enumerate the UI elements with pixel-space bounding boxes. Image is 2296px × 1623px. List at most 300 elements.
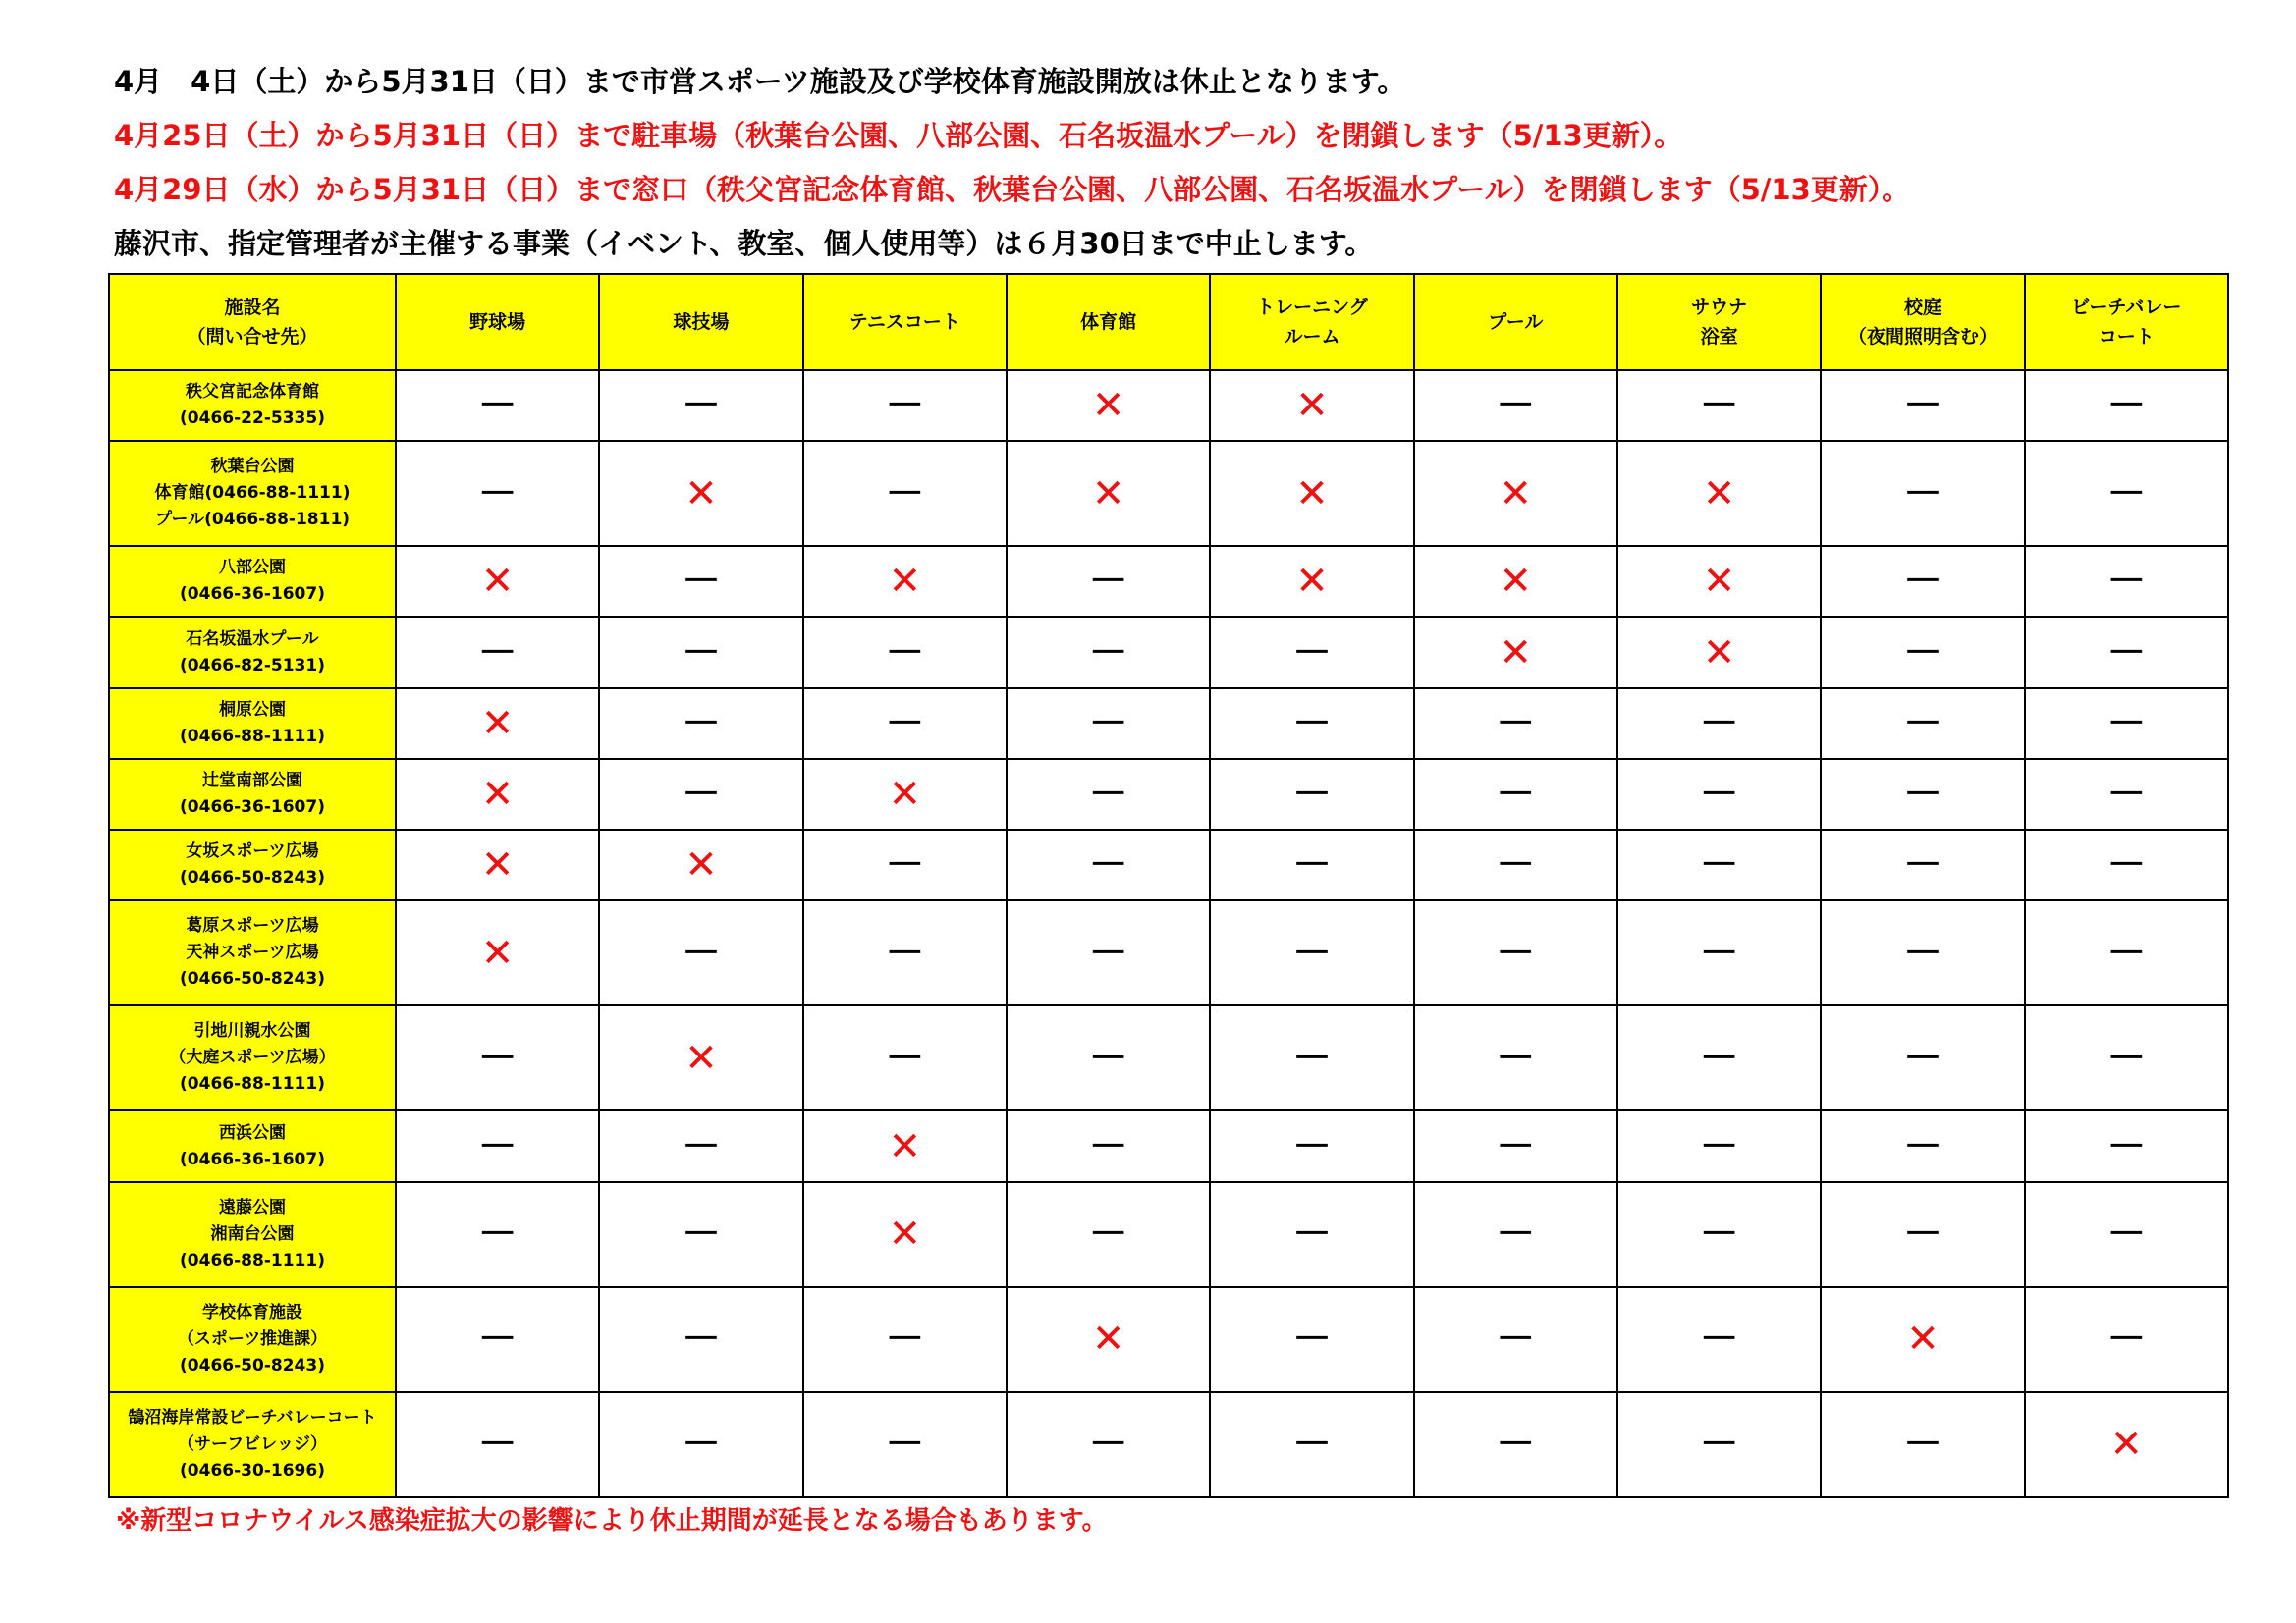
- status-cell: [803, 1182, 1007, 1287]
- not-applicable-dash-icon: －: [1902, 470, 1942, 516]
- facility-name-cell: [109, 688, 396, 759]
- status-cell: [1007, 441, 1210, 546]
- facility-name-cell: [109, 1182, 396, 1287]
- table-header-row: [109, 274, 2228, 370]
- not-applicable-dash-icon: －: [1496, 1035, 1536, 1081]
- status-cell: [803, 546, 1007, 617]
- table-row: [109, 688, 2228, 759]
- not-applicable-dash-icon: －: [681, 383, 721, 429]
- not-applicable-dash-icon: －: [1088, 700, 1128, 746]
- status-cell: [1617, 1182, 1821, 1287]
- table-row: [109, 830, 2228, 900]
- status-cell: [1617, 546, 1821, 617]
- not-applicable-dash-icon: －: [2106, 1035, 2147, 1081]
- status-cell: [1210, 759, 1413, 830]
- closed-cross-icon: ✕: [1295, 559, 1329, 605]
- status-cell: [1007, 830, 1210, 900]
- facility-name-cell: [109, 1005, 396, 1110]
- header-line: プール: [1488, 311, 1544, 333]
- notice-events-cancelled: 藤沢市、指定管理者が主催する事業（イベント、教室、個人使用等）は６月30日まで中止します。: [114, 227, 1374, 260]
- facility-line: 天神スポーツ広場: [186, 943, 319, 963]
- facility-line: 引地川親水公園: [193, 1021, 311, 1042]
- status-cell: [1007, 617, 1210, 687]
- facility-line: 鵠沼海岸常設ビーチバレーコート: [128, 1407, 377, 1428]
- status-cell: [599, 1005, 802, 1110]
- not-applicable-dash-icon: －: [2106, 383, 2147, 429]
- facility-line: (0466-50-8243): [180, 868, 325, 889]
- status-cell: [396, 1182, 599, 1287]
- not-applicable-dash-icon: －: [1088, 1422, 1128, 1468]
- closed-cross-icon: ✕: [1091, 470, 1125, 516]
- table-row: [109, 1287, 2228, 1392]
- not-applicable-dash-icon: －: [681, 700, 721, 746]
- not-applicable-dash-icon: －: [1902, 930, 1942, 976]
- status-cell: [1210, 370, 1413, 441]
- status-cell: [803, 759, 1007, 830]
- facility-name-cell: [109, 441, 396, 546]
- facility-line: 秩父宮記念体育館: [186, 382, 319, 403]
- facility-line: (0466-22-5335): [180, 408, 325, 429]
- facility-line: 体育館(0466-88-1111): [154, 483, 351, 504]
- not-applicable-dash-icon: －: [1291, 842, 1332, 889]
- table-body: [109, 370, 2228, 1497]
- not-applicable-dash-icon: －: [885, 1422, 925, 1468]
- pool-header: [1414, 274, 1617, 370]
- table-row: [109, 1110, 2228, 1181]
- facility-name-cell: [109, 759, 396, 830]
- closed-cross-icon: ✕: [1499, 559, 1533, 605]
- not-applicable-dash-icon: －: [477, 1422, 518, 1468]
- status-cell: [2025, 370, 2228, 441]
- status-cell: [1414, 1392, 1617, 1497]
- status-cell: [1414, 370, 1617, 441]
- status-cell: [599, 617, 802, 687]
- notice-parking-closure: 4月25日（土）から5月31日（日）まで駐車場（秋葉台公園、八部公園、石名坂温水プール）を閉鎖します（5/13更新）。: [114, 119, 1683, 152]
- baseball-field-header: [396, 274, 599, 370]
- not-applicable-dash-icon: －: [1902, 383, 1942, 429]
- status-cell: [1821, 441, 2024, 546]
- notice-suspension: 4月 4日（土）から5月31日（日）まで市営スポーツ施設及び学校体育施設開放は休止となります。: [114, 65, 1406, 98]
- closed-cross-icon: ✕: [1702, 559, 1736, 605]
- status-cell: [599, 370, 802, 441]
- status-cell: [803, 617, 1007, 687]
- not-applicable-dash-icon: －: [1291, 1212, 1332, 1258]
- status-cell: [2025, 617, 2228, 687]
- facility-name-cell: [109, 370, 396, 441]
- not-applicable-dash-icon: －: [885, 629, 925, 676]
- status-cell: [396, 688, 599, 759]
- status-cell: [2025, 546, 2228, 617]
- status-cell: [599, 688, 802, 759]
- header-line: （問い合せ先）: [187, 326, 318, 348]
- closed-cross-icon: ✕: [1295, 470, 1329, 516]
- header-line: コート: [2098, 326, 2155, 348]
- facility-name-cell: [109, 617, 396, 687]
- header-line: ルーム: [1284, 326, 1340, 348]
- status-cell: [1210, 830, 1413, 900]
- status-cell: [1007, 370, 1210, 441]
- not-applicable-dash-icon: －: [2106, 1317, 2147, 1363]
- not-applicable-dash-icon: －: [885, 1035, 925, 1081]
- closed-cross-icon: ✕: [480, 842, 515, 889]
- header-line: テニスコート: [848, 311, 960, 333]
- table-row: [109, 441, 2228, 546]
- facility-line: 桐原公園: [219, 699, 286, 720]
- status-cell: [1414, 1005, 1617, 1110]
- status-cell: [2025, 1110, 2228, 1181]
- status-cell: [396, 617, 599, 687]
- status-cell: [1821, 546, 2024, 617]
- not-applicable-dash-icon: －: [885, 700, 925, 746]
- status-cell: [1414, 1287, 1617, 1392]
- status-cell: [1414, 617, 1617, 687]
- facility-line: (0466-88-1111): [180, 1250, 325, 1271]
- facility-line: (0466-88-1111): [180, 1074, 325, 1095]
- status-cell: [1617, 900, 1821, 1005]
- status-cell: [803, 441, 1007, 546]
- status-cell: [2025, 759, 2228, 830]
- status-cell: [1617, 688, 1821, 759]
- status-cell: [1821, 759, 2024, 830]
- table-row: [109, 617, 2228, 687]
- not-applicable-dash-icon: －: [1496, 1422, 1536, 1468]
- status-cell: [1821, 617, 2024, 687]
- status-cell: [599, 1182, 802, 1287]
- not-applicable-dash-icon: －: [681, 772, 721, 818]
- not-applicable-dash-icon: －: [1291, 1123, 1332, 1169]
- status-cell: [1821, 1005, 2024, 1110]
- not-applicable-dash-icon: －: [1902, 1422, 1942, 1468]
- not-applicable-dash-icon: －: [1902, 629, 1942, 676]
- status-cell: [1007, 759, 1210, 830]
- not-applicable-dash-icon: －: [885, 470, 925, 516]
- not-applicable-dash-icon: －: [681, 629, 721, 676]
- status-cell: [396, 546, 599, 617]
- facility-line: 湘南台公園: [210, 1223, 295, 1244]
- status-cell: [1821, 900, 2024, 1005]
- status-cell: [2025, 1287, 2228, 1392]
- status-cell: [2025, 900, 2228, 1005]
- not-applicable-dash-icon: －: [1496, 383, 1536, 429]
- not-applicable-dash-icon: －: [1291, 930, 1332, 976]
- status-cell: [1210, 1392, 1413, 1497]
- status-cell: [1617, 759, 1821, 830]
- not-applicable-dash-icon: －: [477, 1123, 518, 1169]
- facility-line: (0466-30-1696): [180, 1460, 325, 1481]
- not-applicable-dash-icon: －: [885, 930, 925, 976]
- facility-header: [109, 274, 396, 370]
- facility-line: 西浜公園: [219, 1122, 286, 1143]
- status-cell: [803, 1392, 1007, 1497]
- not-applicable-dash-icon: －: [477, 1035, 518, 1081]
- header-line: 球技場: [673, 311, 730, 333]
- status-cell: [803, 1005, 1007, 1110]
- training-room-header: [1210, 274, 1413, 370]
- table-row: [109, 759, 2228, 830]
- not-applicable-dash-icon: －: [1902, 1123, 1942, 1169]
- status-cell: [1007, 1110, 1210, 1181]
- closed-cross-icon: ✕: [480, 930, 515, 976]
- status-cell: [396, 1110, 599, 1181]
- not-applicable-dash-icon: －: [477, 629, 518, 676]
- table-row: [109, 1392, 2228, 1497]
- beach-volleyball-header: [2025, 274, 2228, 370]
- status-cell: [396, 441, 599, 546]
- not-applicable-dash-icon: －: [1902, 1212, 1942, 1258]
- status-cell: [1617, 1287, 1821, 1392]
- not-applicable-dash-icon: －: [1088, 842, 1128, 889]
- status-cell: [803, 1287, 1007, 1392]
- status-cell: [1210, 1005, 1413, 1110]
- closed-cross-icon: ✕: [888, 1123, 922, 1169]
- schoolyard-header: [1821, 274, 2024, 370]
- status-cell: [599, 1392, 802, 1497]
- not-applicable-dash-icon: －: [1088, 629, 1128, 676]
- facility-name-cell: [109, 1392, 396, 1497]
- header-line: サウナ: [1691, 297, 1748, 318]
- not-applicable-dash-icon: －: [2106, 470, 2147, 516]
- facility-line: (0466-36-1607): [180, 584, 325, 605]
- not-applicable-dash-icon: －: [477, 1317, 518, 1363]
- status-cell: [1821, 830, 2024, 900]
- facility-line: （サーフビレッジ）: [178, 1434, 327, 1454]
- not-applicable-dash-icon: －: [1291, 1035, 1332, 1081]
- not-applicable-dash-icon: －: [1088, 1212, 1128, 1258]
- status-cell: [1414, 441, 1617, 546]
- not-applicable-dash-icon: －: [1496, 1317, 1536, 1363]
- status-cell: [1210, 1287, 1413, 1392]
- closed-cross-icon: ✕: [684, 1035, 718, 1081]
- status-cell: [1617, 830, 1821, 900]
- facility-line: (0466-88-1111): [180, 726, 325, 746]
- header-line: 野球場: [469, 311, 526, 333]
- facility-line: (0466-82-5131): [180, 655, 325, 676]
- closed-cross-icon: ✕: [480, 700, 515, 746]
- closed-cross-icon: ✕: [2109, 1422, 2144, 1468]
- closed-cross-icon: ✕: [480, 772, 515, 818]
- facility-line: プール(0466-88-1811): [154, 510, 351, 530]
- facility-line: 辻堂南部公園: [202, 771, 302, 791]
- status-cell: [1007, 1287, 1210, 1392]
- header-line: ビーチバレー: [2071, 297, 2182, 318]
- not-applicable-dash-icon: －: [1291, 772, 1332, 818]
- facility-line: (0466-36-1607): [180, 797, 325, 818]
- not-applicable-dash-icon: －: [885, 383, 925, 429]
- facility-name-cell: [109, 546, 396, 617]
- status-cell: [1210, 900, 1413, 1005]
- closed-cross-icon: ✕: [1091, 1317, 1125, 1363]
- facility-line: (0466-36-1607): [180, 1149, 325, 1169]
- not-applicable-dash-icon: －: [1088, 930, 1128, 976]
- not-applicable-dash-icon: －: [1291, 1317, 1332, 1363]
- not-applicable-dash-icon: －: [1902, 700, 1942, 746]
- status-cell: [1617, 617, 1821, 687]
- status-cell: [1007, 900, 1210, 1005]
- not-applicable-dash-icon: －: [1699, 1317, 1739, 1363]
- not-applicable-dash-icon: －: [1496, 1212, 1536, 1258]
- status-cell: [1821, 688, 2024, 759]
- status-cell: [1414, 1182, 1617, 1287]
- table-row: [109, 370, 2228, 441]
- not-applicable-dash-icon: －: [1291, 700, 1332, 746]
- closed-cross-icon: ✕: [1499, 470, 1533, 516]
- facility-line: (0466-50-8243): [180, 969, 325, 990]
- status-cell: [1414, 688, 1617, 759]
- not-applicable-dash-icon: －: [1496, 772, 1536, 818]
- not-applicable-dash-icon: －: [2106, 772, 2147, 818]
- closed-cross-icon: ✕: [888, 1212, 922, 1258]
- notice-counter-closure: 4月29日（水）から5月31日（日）まで窓口（秩父宮記念体育館、秋葉台公園、八部公園、石名坂温水プール）を閉鎖します（5/13更新）。: [114, 173, 1911, 206]
- not-applicable-dash-icon: －: [1902, 772, 1942, 818]
- not-applicable-dash-icon: －: [2106, 930, 2147, 976]
- closed-cross-icon: ✕: [480, 559, 515, 605]
- status-cell: [396, 759, 599, 830]
- not-applicable-dash-icon: －: [681, 1422, 721, 1468]
- status-cell: [1007, 546, 1210, 617]
- not-applicable-dash-icon: －: [1699, 1212, 1739, 1258]
- status-cell: [2025, 1005, 2228, 1110]
- status-cell: [1210, 688, 1413, 759]
- status-cell: [1821, 1182, 2024, 1287]
- not-applicable-dash-icon: －: [2106, 1123, 2147, 1169]
- closed-cross-icon: ✕: [1702, 629, 1736, 676]
- facility-line: （大庭スポーツ広場）: [169, 1048, 336, 1068]
- not-applicable-dash-icon: －: [2106, 1212, 2147, 1258]
- status-cell: [2025, 1392, 2228, 1497]
- closed-cross-icon: ✕: [1091, 383, 1125, 429]
- closed-cross-icon: ✕: [1702, 470, 1736, 516]
- not-applicable-dash-icon: －: [1088, 1123, 1128, 1169]
- facility-line: 八部公園: [219, 558, 286, 578]
- status-cell: [1007, 1392, 1210, 1497]
- status-cell: [803, 370, 1007, 441]
- facility-name-cell: [109, 900, 396, 1005]
- not-applicable-dash-icon: －: [1699, 842, 1739, 889]
- status-cell: [1617, 1005, 1821, 1110]
- not-applicable-dash-icon: －: [1088, 772, 1128, 818]
- footnote: ※新型コロナウイルス感染症拡大の影響により休止期間が延長となる場合もあります。: [116, 1506, 1108, 1536]
- not-applicable-dash-icon: －: [1699, 700, 1739, 746]
- status-cell: [599, 900, 802, 1005]
- status-cell: [599, 1287, 802, 1392]
- not-applicable-dash-icon: －: [681, 1317, 721, 1363]
- not-applicable-dash-icon: －: [2106, 559, 2147, 605]
- not-applicable-dash-icon: －: [1902, 1035, 1942, 1081]
- table-row: [109, 1182, 2228, 1287]
- header-line: 施設名: [224, 297, 281, 318]
- status-cell: [803, 688, 1007, 759]
- not-applicable-dash-icon: －: [681, 930, 721, 976]
- status-cell: [1210, 1182, 1413, 1287]
- status-cell: [1617, 1110, 1821, 1181]
- status-cell: [1414, 546, 1617, 617]
- facility-name-cell: [109, 1287, 396, 1392]
- not-applicable-dash-icon: －: [1496, 1123, 1536, 1169]
- closed-cross-icon: ✕: [888, 772, 922, 818]
- status-cell: [1210, 617, 1413, 687]
- status-cell: [1210, 1110, 1413, 1181]
- facility-name-cell: [109, 1110, 396, 1181]
- closed-cross-icon: ✕: [1295, 383, 1329, 429]
- status-cell: [803, 1110, 1007, 1181]
- status-cell: [396, 1287, 599, 1392]
- not-applicable-dash-icon: －: [885, 842, 925, 889]
- facility-line: （スポーツ推進課）: [177, 1328, 328, 1349]
- status-cell: [599, 759, 802, 830]
- status-cell: [2025, 830, 2228, 900]
- not-applicable-dash-icon: －: [1496, 930, 1536, 976]
- closed-cross-icon: ✕: [684, 842, 718, 889]
- status-cell: [1007, 1182, 1210, 1287]
- header-line: （夜間照明含む）: [1847, 326, 1997, 348]
- facility-line: 葛原スポーツ広場: [186, 916, 319, 937]
- closed-cross-icon: ✕: [684, 470, 718, 516]
- not-applicable-dash-icon: －: [2106, 629, 2147, 676]
- not-applicable-dash-icon: －: [1699, 1123, 1739, 1169]
- status-cell: [599, 441, 802, 546]
- not-applicable-dash-icon: －: [1496, 842, 1536, 889]
- header-line: 浴室: [1700, 326, 1738, 348]
- status-cell: [396, 1005, 599, 1110]
- status-cell: [1414, 1110, 1617, 1181]
- status-cell: [1210, 546, 1413, 617]
- header-line: トレーニング: [1256, 297, 1368, 318]
- ball-game-field-header: [599, 274, 802, 370]
- not-applicable-dash-icon: －: [477, 470, 518, 516]
- status-cell: [1617, 441, 1821, 546]
- status-cell: [1821, 370, 2024, 441]
- not-applicable-dash-icon: －: [1699, 772, 1739, 818]
- facility-name-cell: [109, 830, 396, 900]
- status-cell: [1821, 1287, 2024, 1392]
- not-applicable-dash-icon: －: [1291, 1422, 1332, 1468]
- status-cell: [1617, 1392, 1821, 1497]
- status-cell: [1007, 1005, 1210, 1110]
- header-line: 校庭: [1903, 297, 1941, 318]
- not-applicable-dash-icon: －: [1496, 700, 1536, 746]
- status-cell: [2025, 441, 2228, 546]
- table-row: [109, 1005, 2228, 1110]
- not-applicable-dash-icon: －: [1088, 559, 1128, 605]
- facility-line: (0466-50-8243): [180, 1355, 325, 1376]
- not-applicable-dash-icon: －: [681, 1123, 721, 1169]
- not-applicable-dash-icon: －: [1699, 930, 1739, 976]
- header-line: 体育館: [1080, 311, 1137, 333]
- status-cell: [2025, 1182, 2228, 1287]
- not-applicable-dash-icon: －: [477, 1212, 518, 1258]
- not-applicable-dash-icon: －: [1699, 1422, 1739, 1468]
- status-cell: [2025, 688, 2228, 759]
- not-applicable-dash-icon: －: [1088, 1035, 1128, 1081]
- not-applicable-dash-icon: －: [477, 383, 518, 429]
- sauna-header: [1617, 274, 1821, 370]
- not-applicable-dash-icon: －: [1291, 629, 1332, 676]
- not-applicable-dash-icon: －: [681, 1212, 721, 1258]
- status-cell: [396, 900, 599, 1005]
- facility-line: 遠藤公園: [219, 1197, 286, 1217]
- closed-cross-icon: ✕: [1906, 1317, 1940, 1363]
- status-cell: [803, 830, 1007, 900]
- status-cell: [1821, 1392, 2024, 1497]
- tennis-court-header: [803, 274, 1007, 370]
- not-applicable-dash-icon: －: [681, 559, 721, 605]
- status-cell: [396, 830, 599, 900]
- table-row: [109, 546, 2228, 617]
- closed-cross-icon: ✕: [888, 559, 922, 605]
- not-applicable-dash-icon: －: [1699, 383, 1739, 429]
- not-applicable-dash-icon: －: [1902, 842, 1942, 889]
- status-cell: [1414, 830, 1617, 900]
